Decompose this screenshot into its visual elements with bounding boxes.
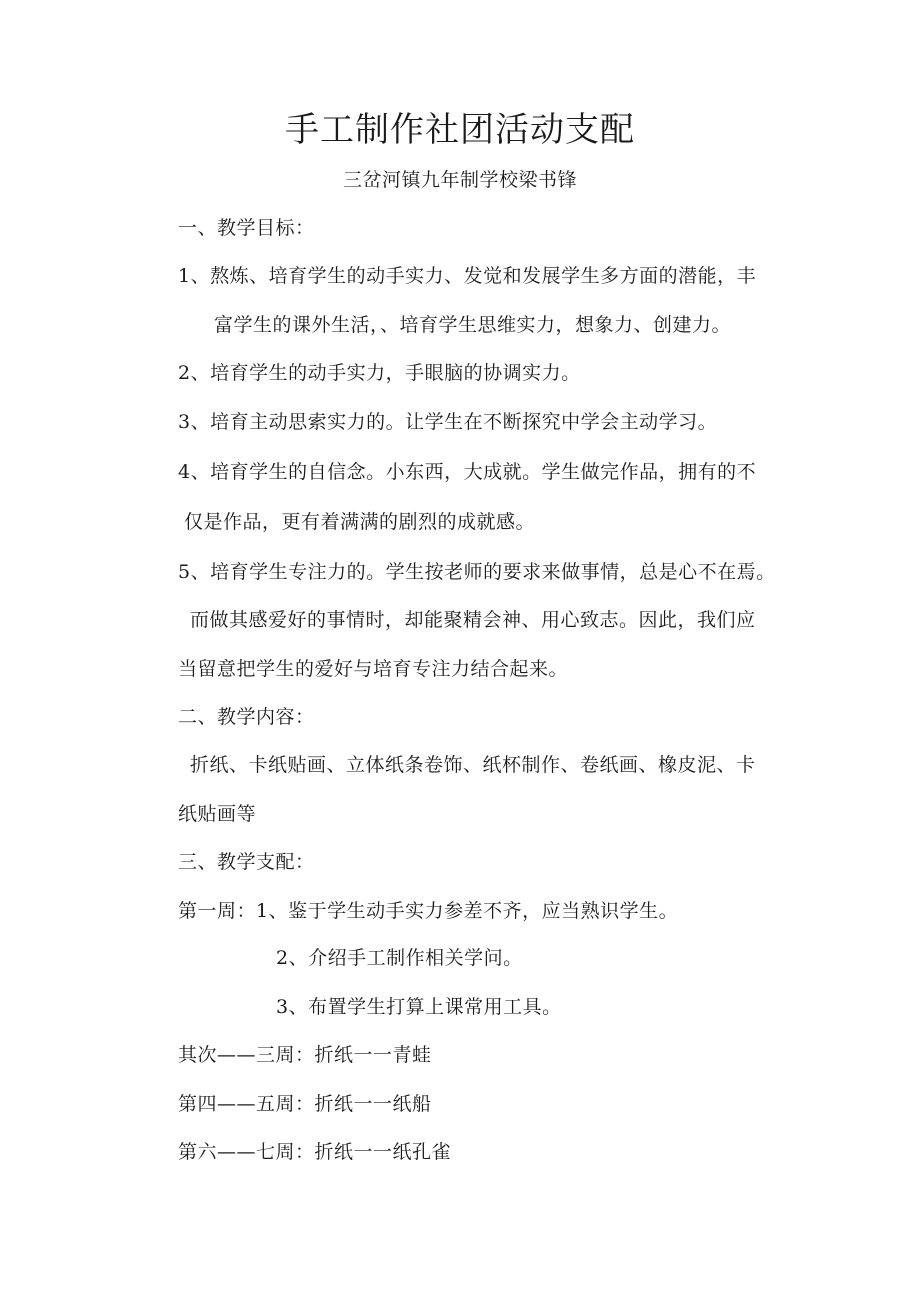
document-title: 手工制作社团活动支配	[285, 110, 635, 150]
schedule-line: 第四——五周：折纸一一纸船	[178, 1093, 432, 1115]
schedule-line: 其次——三周：折纸一一青蛙	[178, 1044, 432, 1066]
goal-line: 当留意把学生的爱好与培育专注力结合起来。	[178, 658, 569, 680]
content-line: 折纸、卡纸贴画、立体纸条卷饰、纸杯制作、卷纸画、橡皮泥、卡	[190, 754, 756, 776]
section-heading-goals: 一、教学目标：	[178, 217, 315, 239]
goal-line: 5、培育学生专注力的。学生按老师的要求来做事情，总是心不在焉。	[178, 561, 776, 583]
section-heading-content: 二、教学内容：	[178, 706, 315, 728]
content-line: 纸贴画等	[178, 803, 257, 825]
schedule-line: 第一周：1、鉴于学生动手实力参差不齐，应当熟识学生。	[178, 900, 679, 922]
goal-line: 2、培育学生的动手实力，手眼脑的协调实力。	[178, 362, 581, 384]
schedule-line: 2、介绍手工制作相关学问。	[276, 947, 523, 969]
schedule-line: 3、布置学生打算上课常用工具。	[276, 996, 562, 1018]
goal-line: 3、培育主动思索实力的。让学生在不断探究中学会主动学习。	[178, 411, 718, 433]
goal-line: 而做其感爱好的事情时，却能聚精会神、用心致志。因此，我们应	[190, 609, 756, 631]
goal-line: 1、熬炼、培育学生的动手实力、发觉和发展学生多方面的潜能，丰	[178, 265, 757, 287]
document-subtitle: 三岔河镇九年制学校梁书锋	[342, 169, 577, 191]
goal-line: 4、培育学生的自信念。小东西，大成就。学生做完作品，拥有的不	[178, 461, 757, 483]
schedule-line: 第六——七周：折纸一一纸孔雀	[178, 1141, 452, 1163]
goal-line: 仅是作品，更有着满满的剧烈的成就感。	[184, 511, 536, 533]
goal-line: 富学生的课外生活，、培育学生思维实力，想象力、创建力。	[214, 314, 732, 336]
section-heading-schedule: 三、教学支配：	[178, 851, 315, 873]
